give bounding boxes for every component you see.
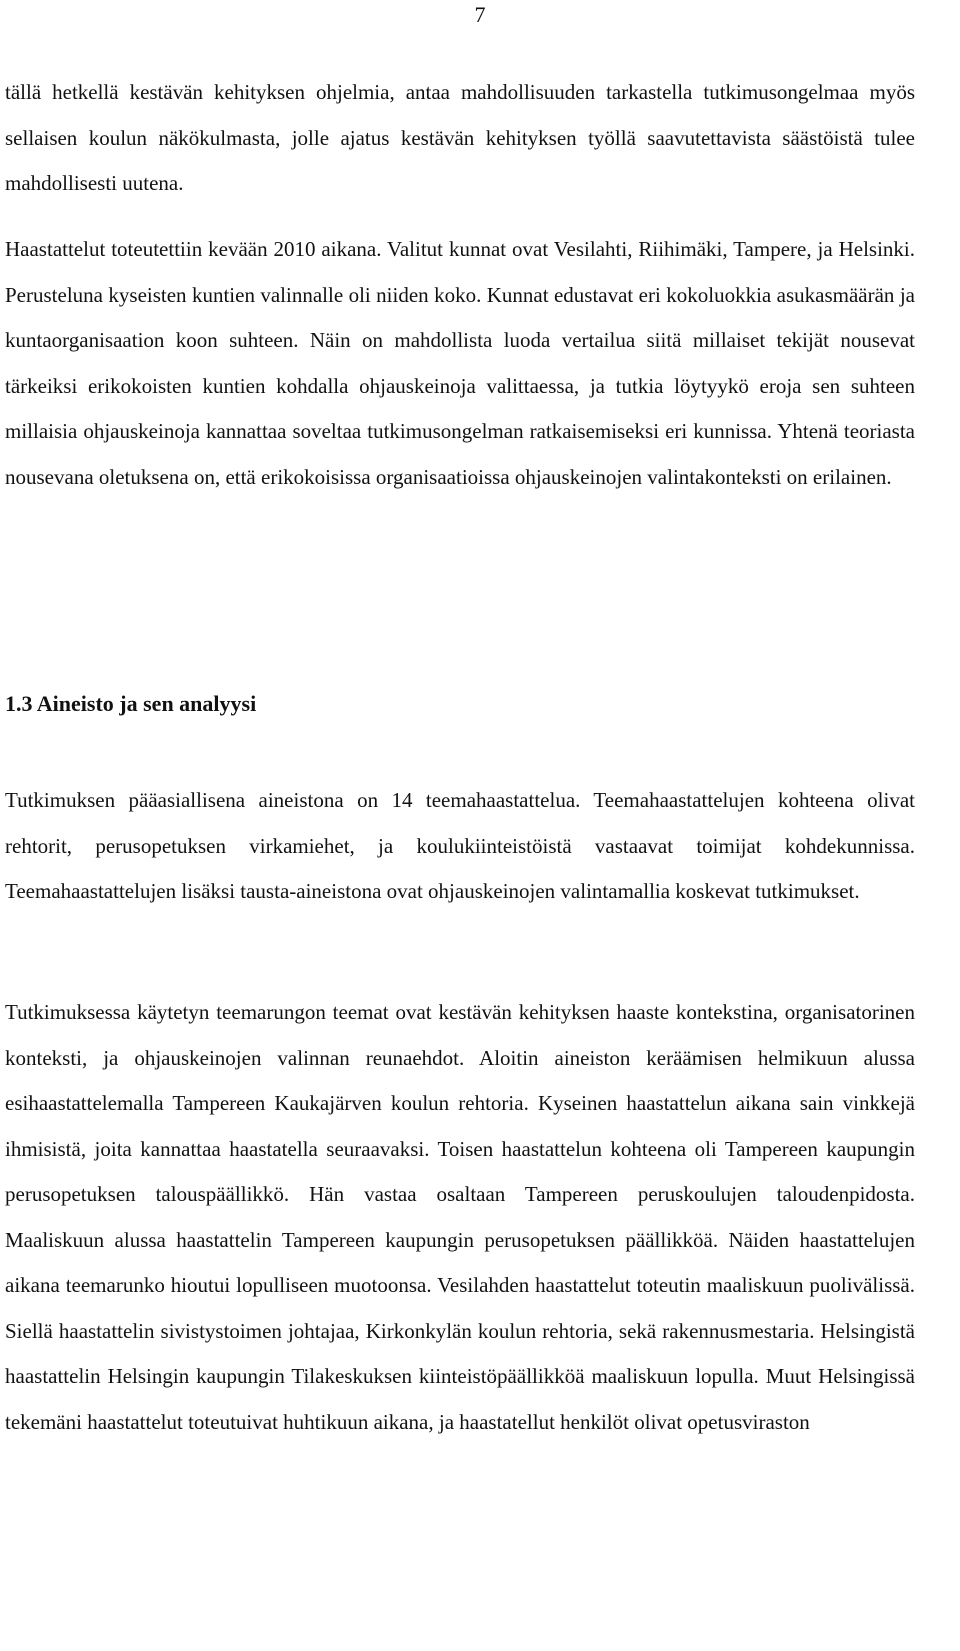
paragraph-intro-continuation: tällä hetkellä kestävän kehityksen ohjelmia, antaa mahdollisuuden tarkastella tutkimusongelmaa myös sellaisen koulun näkökulmasta, jolle ajatus kestävän kehityksen työllä saavutettavista säästöistä tulee mahdollisesti uutena. [5,80,915,195]
paragraph-interviews-municipalities: Haastattelut toteutettiin kevään 2010 aikana. Valitut kunnat ovat Vesilahti, Riihimäki, Tampere, ja Helsinki. Perusteluna kyseisten kuntien valinnalle oli niiden koko. Kunnat edustavat eri kokoluokkia asukasmäärän ja kuntaorganisaation koon suhteen. Näin on mahdollista luoda vertailua siitä millaiset tekijät nousevat tärkeiksi erikokoisten kuntien kohdalla ohjauskeinoja valittaessa, ja tutkia löytyykö eroja sen suhteen millaisia ohjauskeinoja kannattaa soveltaa tutkimusongelman ratkaisemiseksi eri kunnissa. Yhtenä teoriasta nousevana oletuksena on, että erikokoisissa organisaatioissa ohjauskeinojen valintakonteksti on erilainen. [5,237,915,489]
page-number: 7 [474,2,486,27]
section-heading: 1.3 Aineisto ja sen analyysi [5,691,257,716]
paragraph-theme-framework: Tutkimuksessa käytetyn teemarungon teemat ovat kestävän kehityksen haaste kontekstina, organisatorinen konteksti, ja ohjauskeinojen valinnan reunaehdot. Aloitin aineiston keräämisen helmikuun alussa esihaastattelemalla Tampereen Kaukajärven koulun rehtoria. Kyseinen haastattelun aikana sain vinkkejä ihmisistä, joita kannattaa haastatella seuraavaksi. Toisen haastattelun kohteena oli Tampereen kaupungin perusopetuksen talouspäällikkö. Hän vastaa osaltaan Tampereen peruskoulujen taloudenpidosta. Maaliskuun alussa haastattelin Tampereen kaupungin perusopetuksen päällikköä. Näiden haastattelujen aikana teemarunko hioutui lopulliseen muotoonsa. Vesilahden haastattelut toteutin maaliskuun puolivälissä. Siellä haastattelin sivistystoimen johtajaa, Kirkonkylän koulun rehtoria, sekä rakennusmestaria. Helsingistä haastattelin Helsingin kaupungin Tilakeskuksen kiinteistöpäällikköä maaliskuun lopulla. Muut Helsingissä tekemäni haastattelut toteutuivat huhtikuun aikana, ja haastatellut henkilöt olivat opetusviraston [5,1000,915,1434]
paragraph-material: Tutkimuksen pääasiallisena aineistona on 14 teemahaastattelua. Teemahaastattelujen kohteena olivat rehtorit, perusopetuksen virkamiehet, ja koulukiinteistöistä vastaavat toimijat kohdekunnissa. Teemahaastattelujen lisäksi tausta-aineistona ovat ohjauskeinojen valintamallia koskevat tutkimukset. [5,788,915,903]
